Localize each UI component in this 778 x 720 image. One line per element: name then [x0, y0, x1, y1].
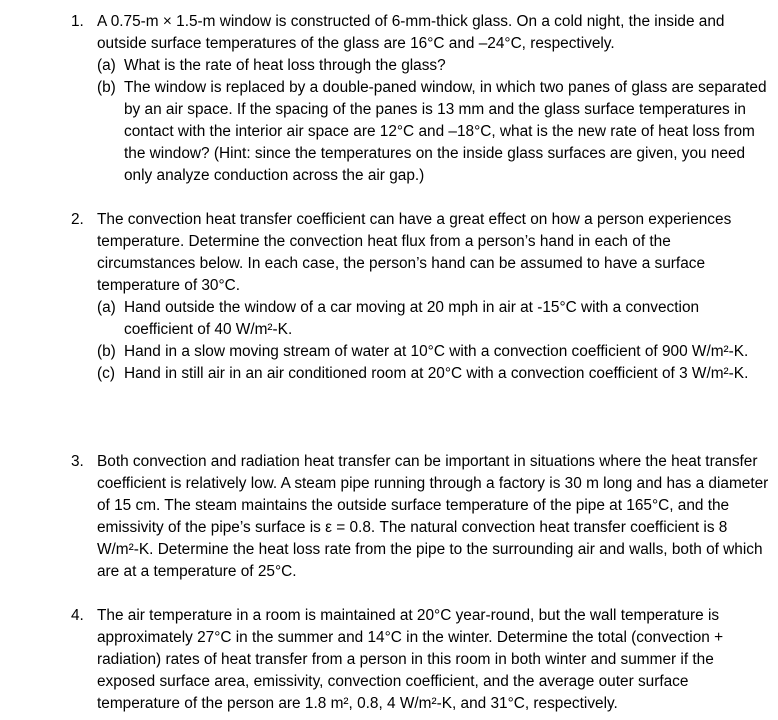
problem-3	[0, 451, 778, 583]
part-text: What is the rate of heat loss through the glass?	[124, 57, 446, 74]
problem-4	[0, 605, 778, 715]
part-label: (b)	[97, 343, 116, 360]
part-text: Hand outside the window of a car moving at 20 mph in air at -15°C with a convection coefficient of 40 W/m²-K.	[124, 299, 700, 338]
problem-statement: Both convection and radiation heat transfer can be important in situations where the heat transfer coefficient is relatively low. A steam pipe running through a factory is 30 m long and has a diameter of 15 cm. The steam maintains the outside surface temperature of the pipe at 165°C, and the emissivity of the pipe’s surface is ε = 0.8. The natural convection heat transfer coefficient is 8 W/m²-K. Determine the heat loss rate from the pipe to the surrounding air and walls, both of which are at a temperature of 25°C.	[97, 453, 769, 580]
problem-statement: The convection heat transfer coefficient can have a great effect on how a person experiences temperature. Determine the convection heat flux from a person’s hand in each of the circumstances below. In each case, the person’s hand can be assumed to have a surface temperature of 30°C.	[97, 211, 732, 294]
part-text: Hand in a slow moving stream of water at 10°C with a convection coefficient of 900 W/m²-K.	[124, 343, 749, 360]
problem-1	[0, 11, 778, 187]
part-label: (c)	[97, 365, 115, 382]
problem-statement: The air temperature in a room is maintained at 20°C year-round, but the wall temperature is approximately 27°C in the summer and 14°C in the winter. Determine the total (convection + radiation) rates of heat transfer from a person in this room in both winter and summer if the exposed surface area, emissivity, convection coefficient, and the average outer surface temperature of the person are 1.8 m², 0.8, 4 W/m²-K, and 31°C, respectively.	[97, 607, 724, 712]
part-label: (b)	[97, 79, 116, 96]
problem-number: 3.	[71, 453, 84, 470]
problem-number: 4.	[71, 607, 84, 624]
problem-number: 1.	[71, 13, 84, 30]
problem-part	[97, 55, 772, 77]
problem-part	[97, 363, 772, 385]
problem-part	[97, 297, 772, 341]
part-text: The window is replaced by a double-paned window, in which two panes of glass are separated by an air space. If the spacing of the panes is 13 mm and the glass surface temperatures in contact with the interior air space are 12°C and –18°C, what is the new rate of heat loss from the window? (Hint: since the temperatures on the inside glass surfaces are given, you need only analyze conduction across the air gap.)	[124, 79, 767, 184]
problem-statement: A 0.75-m × 1.5-m window is constructed of 6-mm-thick glass. On a cold night, the inside and outside surface temperatures of the glass are 16°C and –24°C, respectively.	[97, 13, 725, 52]
problem-part	[97, 77, 772, 187]
problem-2	[0, 209, 778, 385]
problem-part	[97, 341, 772, 363]
problem-number: 2.	[71, 211, 84, 228]
part-text: Hand in still air in an air conditioned room at 20°C with a convection coefficient of 3 W/m²-K.	[124, 365, 749, 382]
part-label: (a)	[97, 299, 116, 316]
part-label: (a)	[97, 57, 116, 74]
